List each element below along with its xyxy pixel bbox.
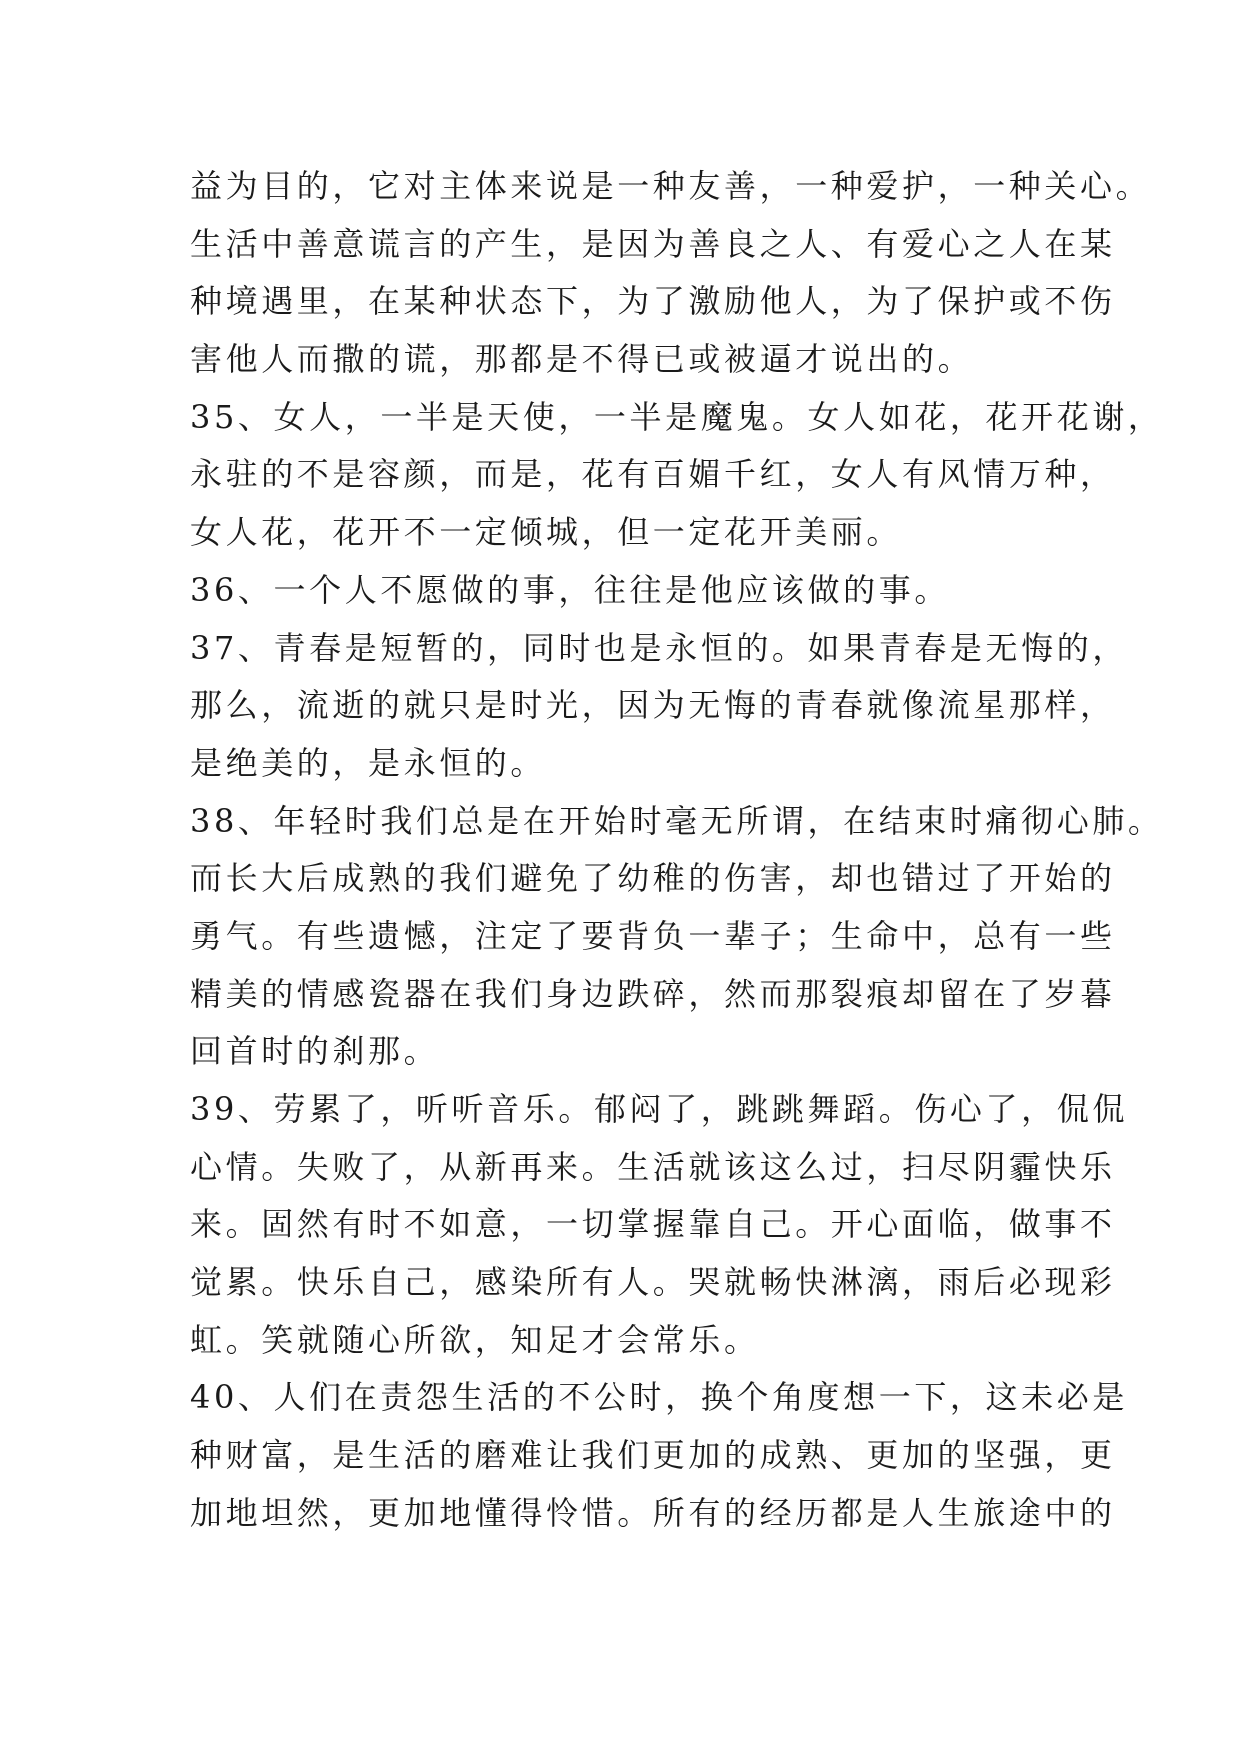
text-line: 40、人们在责怨生活的不公时，换个角度想一下，这未必是: [190, 1378, 1128, 1417]
text-line: 来。固然有时不如意，一切掌握靠自己。开心面临，做事不: [190, 1205, 1116, 1244]
text-line: 种财富，是生活的磨难让我们更加的成熟、更加的坚强，更: [190, 1436, 1116, 1475]
text-line: 36、一个人不愿做的事，往往是他应该做的事。: [190, 570, 950, 609]
text-line: 觉累。快乐自己，感染所有人。哭就畅快淋漓，雨后必现彩: [190, 1263, 1116, 1302]
text-line: 害他人而撒的谎，那都是不得已或被逼才说出的。: [190, 340, 974, 379]
text-line: 心情。失败了，从新再来。生活就该这么过，扫尽阴霾快乐: [190, 1147, 1116, 1186]
text-line: 虹。笑就随心所欲，知足才会常乐。: [190, 1320, 760, 1359]
text-line: 精美的情感瓷器在我们身边跌碎，然而那裂痕却留在了岁暮: [190, 974, 1116, 1013]
text-line: 37、青春是短暂的，同时也是永恒的。如果青春是无悔的，: [190, 628, 1128, 667]
text-line: 而长大后成熟的我们避免了幼稚的伤害，却也错过了开始的: [190, 859, 1116, 898]
text-line: 勇气。有些遗憾，注定了要背负一辈子；生命中，总有一些: [190, 916, 1116, 955]
text-line: 39、劳累了，听听音乐。郁闷了，跳跳舞蹈。伤心了，侃侃: [190, 1090, 1128, 1128]
text-line: 种境遇里，在某种状态下，为了激励他人，为了保护或不伤: [190, 282, 1116, 321]
body-text: [190, 158, 1164, 1543]
text-line: 永驻的不是容颜，而是，花有百媚千红，女人有风情万种，: [190, 455, 1116, 494]
text-line: 益为目的，它对主体来说是一种友善，一种爱护，一种关心。: [190, 167, 1152, 205]
text-line: 加地坦然，更加地懂得怜惜。所有的经历都是人生旅途中的: [190, 1493, 1116, 1532]
text-line: 是绝美的，是永恒的。: [190, 743, 547, 782]
text-line: 女人花，花开不一定倾城，但一定花开美丽。: [190, 513, 903, 552]
text-line: 生活中善意谎言的产生，是因为善良之人、有爱心之人在某: [190, 224, 1116, 263]
text-line: 那么，流逝的就只是时光，因为无悔的青春就像流星那样，: [190, 686, 1116, 725]
text-line: 38、年轻时我们总是在开始时毫无所谓，在结束时痛彻心肺。: [190, 801, 1164, 840]
text-line: 回首时的刹那。: [190, 1032, 440, 1071]
text-line: 35、女人，一半是天使，一半是魔鬼。女人如花，花开花谢，: [190, 397, 1164, 436]
